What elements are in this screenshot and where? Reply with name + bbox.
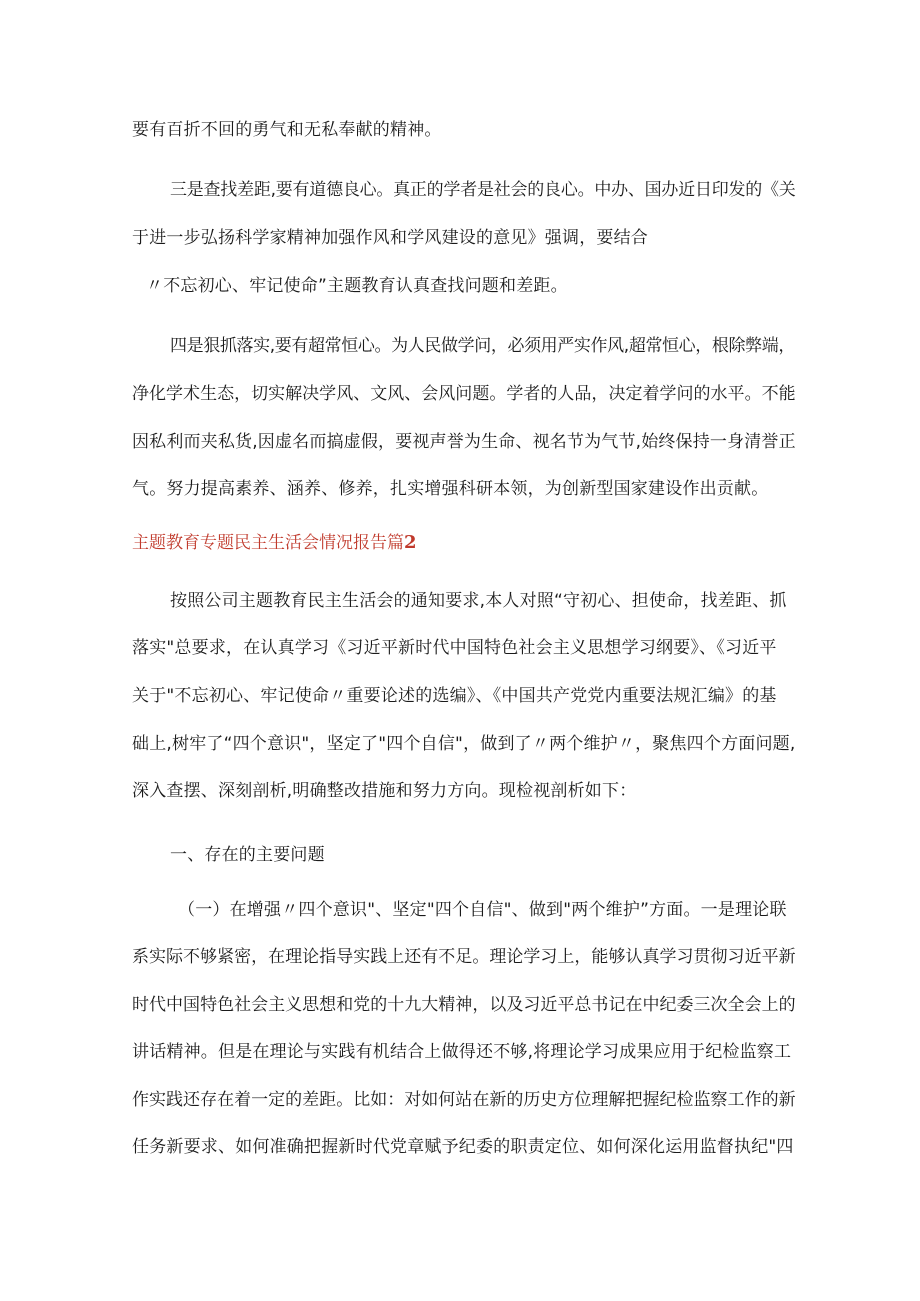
- paragraph-1-line-1: 要有百折不回的勇气和无私奉献的精神。: [132, 120, 442, 140]
- section-heading: [132, 531, 417, 555]
- paragraph-4-line-4: 础上,树牢了“四个意识"，坚定了"四个自信"，做到了〃两个维护〃，聚焦四个方面问题,: [132, 734, 796, 754]
- paragraph-4-line-2: 落实"总要求，在认真学习《习近平新时代中国特色社会主义思想学习纲要》、《习近平: [132, 638, 777, 658]
- paragraph-5-line-1: 一、存在的主要问题: [170, 845, 325, 865]
- section-heading-text: 主题教育专题民主生活会情况报告篇: [132, 533, 404, 553]
- paragraph-6-line-6: 任务新要求、如何准确把握新时代党章赋予纪委的职责定位、如何深化运用监督执纪"四: [132, 1137, 794, 1157]
- paragraph-3-line-1: 四是狠抓落实,要有超常恒心。为人民做学问，必须用严实作风,超常恒心，根除弊端，: [170, 336, 796, 356]
- paragraph-6-line-1: （一）在增强〃四个意识"、坚定"四个自信"、做到"两个维护”方面。一是理论联: [178, 900, 787, 920]
- paragraph-3-line-3: 因私利而夹私货,因虚名而搞虚假，要视声誉为生命、视名节为气节,始终保持一身清誉正: [132, 432, 796, 452]
- paragraph-6-line-5: 作实践还存在着一定的差距。比如：对如何站在新的历史方位理解把握纪检监察工作的新: [132, 1090, 796, 1110]
- paragraph-4-line-3: 关于"不忘初心、牢记使命〃重要论述的选编》、《中国共产党党内重要法规汇编》的基: [132, 686, 777, 706]
- paragraph-2-line-2: 于进一步弘扬科学家精神加强作风和学风建设的意见》强调，要结合: [132, 228, 648, 248]
- paragraph-2-line-3: 〃不忘初心、牢记使命”主题教育认真查找问题和差距。: [146, 276, 568, 296]
- paragraph-4-line-5: 深入查摆、深刻剖析,明确整改措施和努力方向。现检视剖析如下：: [132, 781, 637, 801]
- paragraph-3-line-2: 净化学术生态，切实解决学风、文风、会风问题。学者的人品，决定着学问的水平。不能: [132, 384, 796, 404]
- paragraph-6-line-2: 系实际不够紧密，在理论指导实践上还有不足。理论学习上，能够认真学习贯彻习近平新: [132, 947, 796, 967]
- paragraph-2-line-1: 三是查找差距,要有道德良心。真正的学者是社会的良心。中办、国办近日印发的《关: [170, 180, 796, 200]
- section-heading-number: 2: [404, 532, 417, 553]
- paragraph-6-line-4: 讲话精神。但是在理论与实践有机结合上做得还不够,将理论学习成果应用于纪检监察工: [132, 1042, 792, 1062]
- paragraph-4-line-1: 按照公司主题教育民主生活会的通知要求,本人对照“守初心、担使命，找差距、抓: [170, 591, 787, 611]
- paragraph-3-line-4: 气。努力提高素养、涵养、修养，扎实增强科研本领，为创新型国家建设作出贡献。: [132, 479, 769, 499]
- paragraph-6-line-3: 时代中国特色社会主义思想和党的十九大精神，以及习近平总书记在中纪委三次全会上的: [132, 995, 796, 1015]
